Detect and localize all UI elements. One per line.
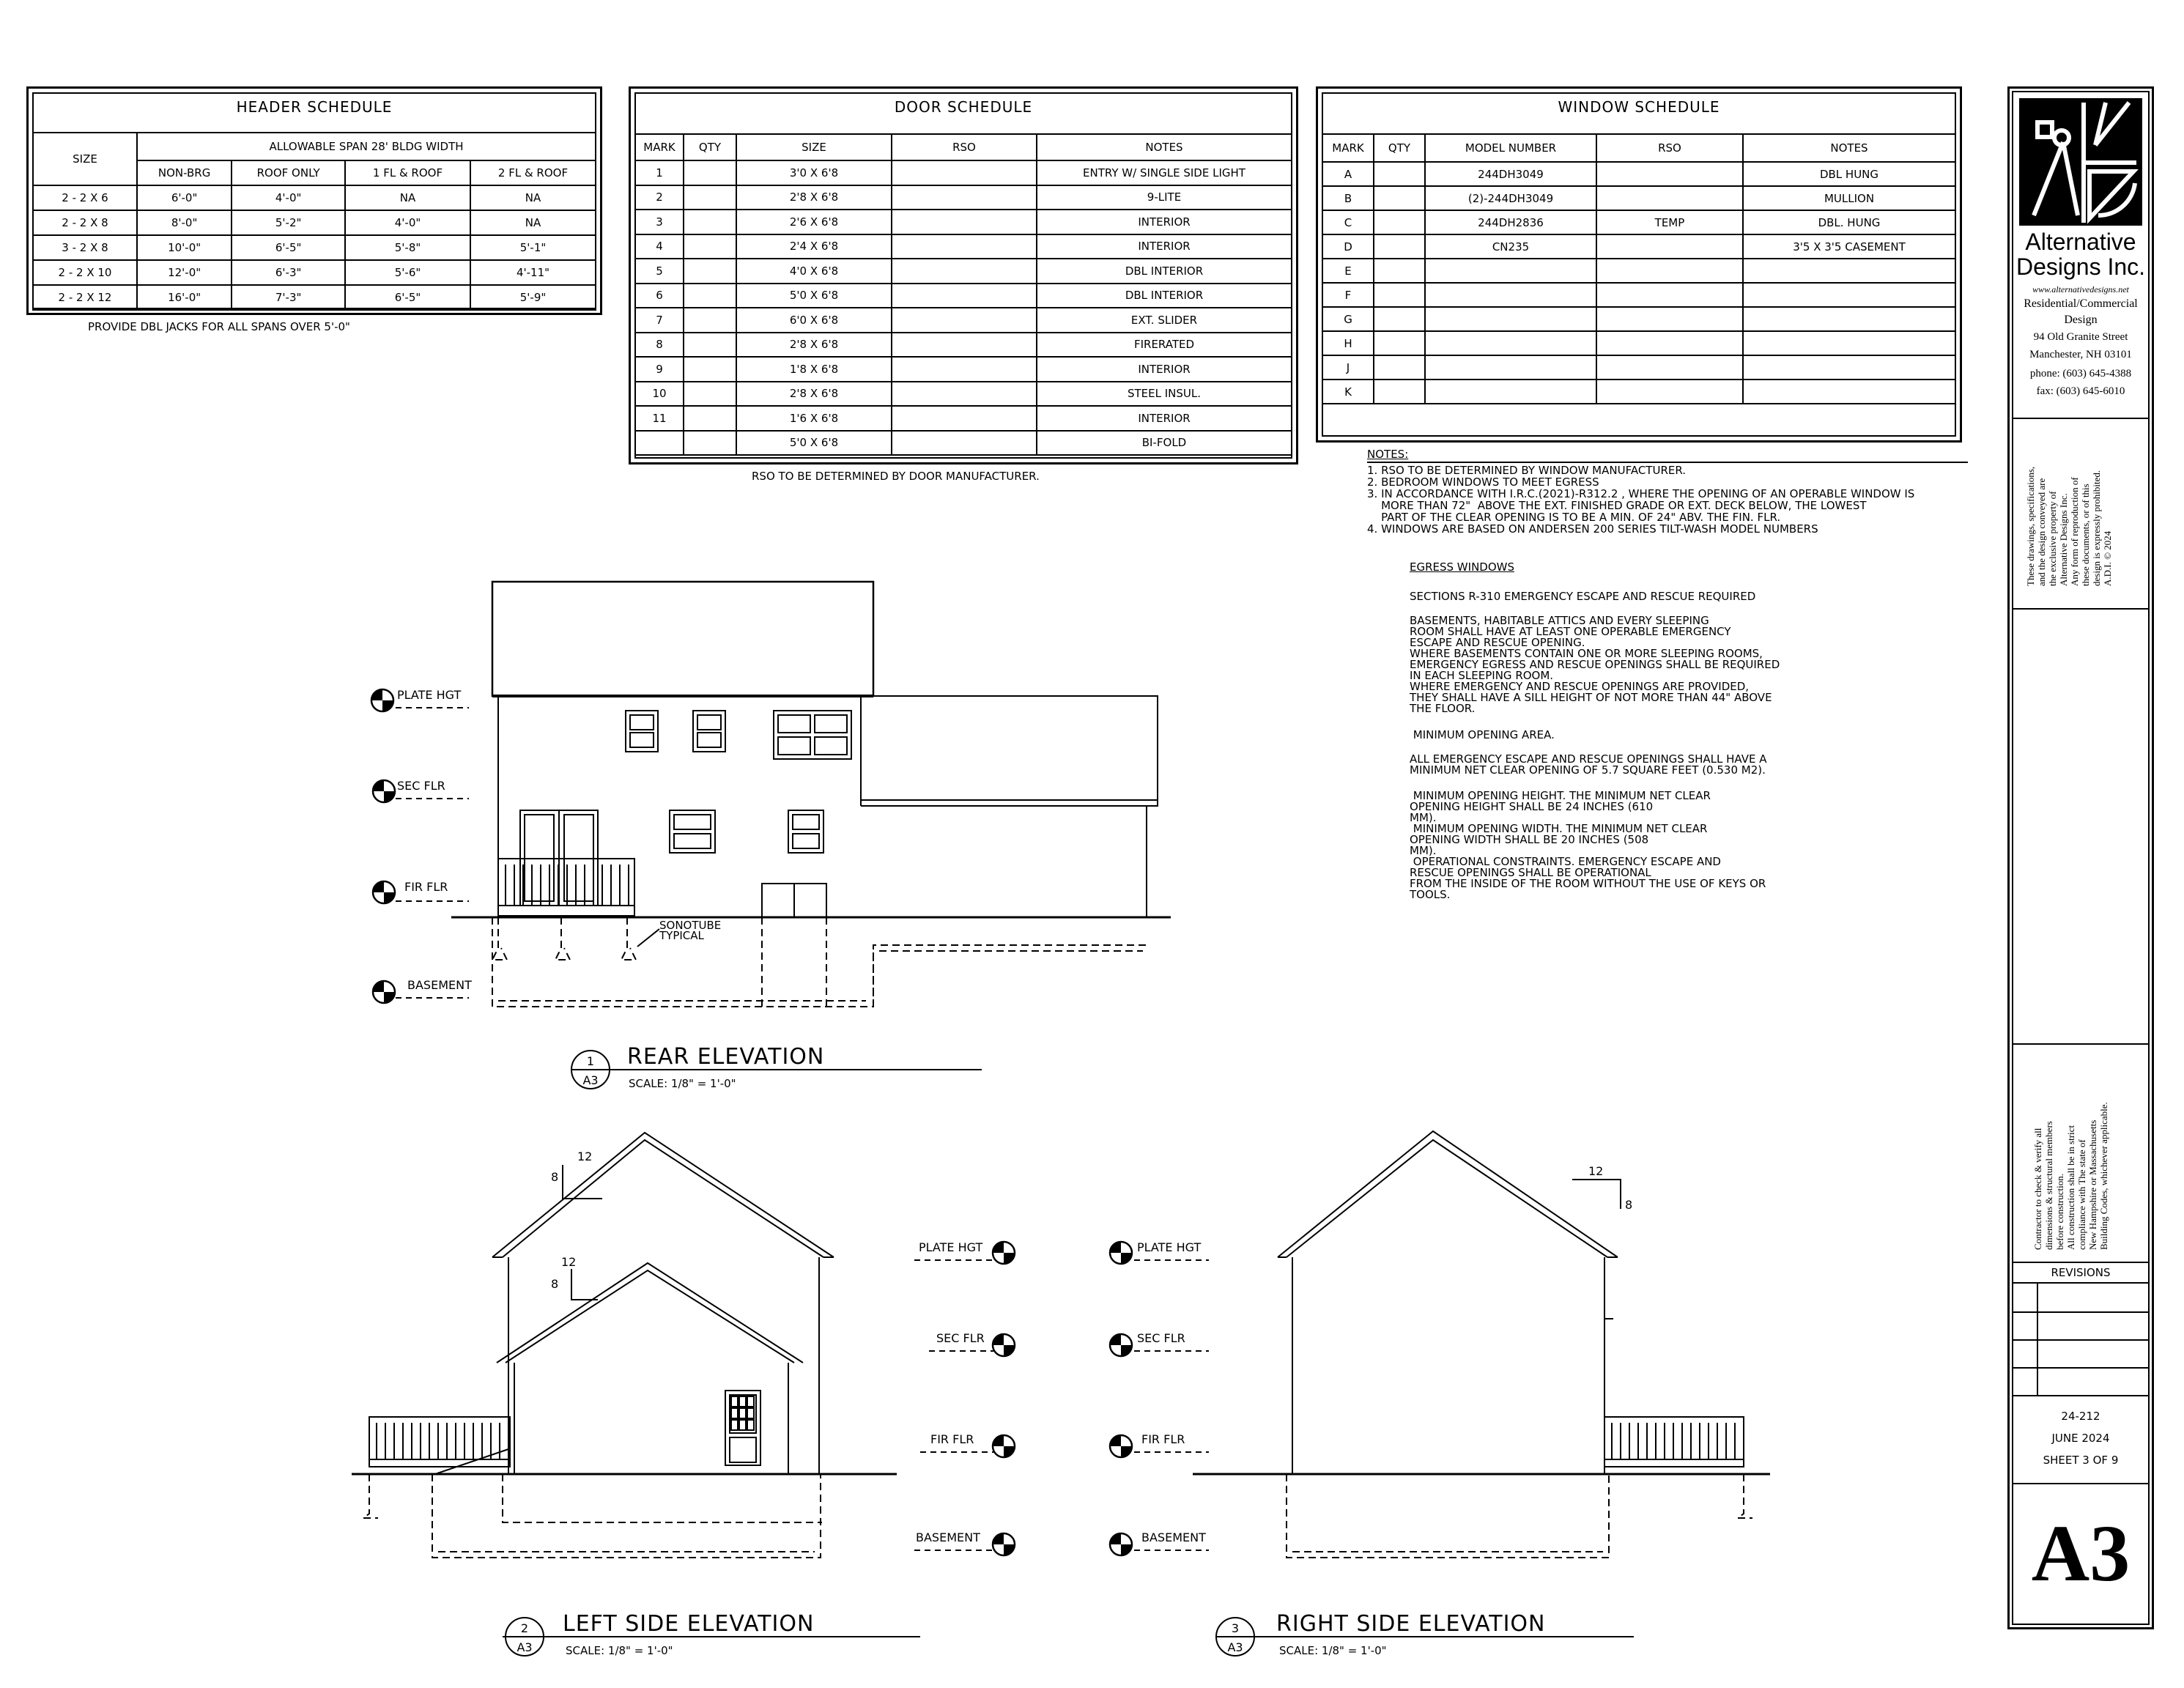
table-cell: 3 <box>635 210 684 234</box>
table-cell: 5'-8" <box>345 235 470 260</box>
table-cell: 8'-0" <box>137 210 232 235</box>
table-cell: FIRERATED <box>1037 333 1292 358</box>
table-cell: 9 <box>635 357 684 382</box>
table-cell: 4'-0" <box>232 185 345 210</box>
table-cell: NA <box>470 210 596 235</box>
table-cell: STEEL INSUL. <box>1037 382 1292 407</box>
table-cell: (2)-244DH3049 <box>1425 186 1596 210</box>
pitch-rise: 8 <box>1625 1198 1633 1212</box>
table-cell: DBL HUNG <box>1743 162 1955 186</box>
rear-title: REAR ELEVATION <box>627 1044 825 1070</box>
company-desc2: Design <box>2064 314 2098 326</box>
table-cell: 244DH2836 <box>1425 210 1596 234</box>
table-cell: E <box>1322 259 1374 283</box>
table-cell: J <box>1322 355 1374 380</box>
right-sheet: A3 <box>1227 1640 1243 1654</box>
header-schedule-title: HEADER SCHEDULE <box>236 98 393 116</box>
table-cell: 4'-11" <box>470 260 596 285</box>
col-qty: QTY <box>684 134 736 160</box>
table-cell: 6'0 X 6'8 <box>736 308 892 333</box>
copyright-note: These drawings, specifications, and the design conveyed are the exclusive property of Alternative Designs Inc. Any form of reproduction of these documents, or of this design is expressly prohibited. A.D.I. © 2024 <box>2025 466 2113 586</box>
door-schedule-title: DOOR SCHEDULE <box>894 98 1033 116</box>
door-lite <box>731 1396 738 1407</box>
company-name-line1: Alternative <box>2025 229 2136 255</box>
sheet-number: A3 <box>2031 1509 2131 1598</box>
table-cell: INTERIOR <box>1037 210 1292 234</box>
header-note: PROVIDE DBL JACKS FOR ALL SPANS OVER 5'-0" <box>88 320 350 333</box>
left-num: 2 <box>520 1621 529 1635</box>
subcol: NON-BRG <box>137 160 232 185</box>
table-cell: 9-LITE <box>1037 185 1292 210</box>
window-schedule-title: WINDOW SCHEDULE <box>1558 98 1720 116</box>
tb-divider <box>2012 1043 2150 1045</box>
table-cell: DBL INTERIOR <box>1037 259 1292 284</box>
level-label: FIR FLR <box>930 1432 974 1446</box>
note-item: 2. BEDROOM WINDOWS TO MEET EGRESS <box>1367 475 1599 489</box>
table-cell: 2 - 2 X 12 <box>33 285 137 310</box>
table-cell: D <box>1322 234 1374 259</box>
table-cell: 4'0 X 6'8 <box>736 259 892 284</box>
table-cell: 2'4 X 6'8 <box>736 234 892 259</box>
door-lite <box>747 1396 754 1407</box>
level-label: SEC FLR <box>397 779 445 793</box>
col-rso: RSO <box>892 134 1037 160</box>
table-cell: 2'8 X 6'8 <box>736 185 892 210</box>
level-label: BASEMENT <box>916 1530 980 1544</box>
contractor-note: Contractor to check & verify all dimensions & structural members before construction. All construction shall be in strict compliance with The state of New Hampshire or Massachusetts Building Codes, whichever applicable. <box>2032 1102 2109 1250</box>
table-cell: NA <box>470 185 596 210</box>
level-label: BASEMENT <box>1141 1530 1206 1544</box>
level-label: FIR FLR <box>404 880 448 894</box>
level-label: PLATE HGT <box>397 688 462 702</box>
sheet-date: JUNE 2024 <box>2051 1432 2110 1445</box>
rear-sheet: A3 <box>582 1073 599 1087</box>
egress-para: BASEMENTS, HABITABLE ATTICS AND EVERY SLEEPING ROOM SHALL HAVE AT LEAST ONE OPERABLE EMERGENCY ESCAPE AND RESCUE OPENING. WHERE BASEMENTS CONTAIN ONE OR MORE SLEEPING ROOMS, EMERGENCY EGRESS AND RESCUE OPENINGS SHALL BE REQUIRED IN EACH SLEEPING ROOM. WHERE EMERGENCY AND RESCUE OPENINGS ARE PROVIDED, THEY SHALL HAVE A SILL HEIGHT OF NOT MORE THAN 44" ABOVE THE FLOOR. <box>1410 614 1780 715</box>
table-cell: 6'-5" <box>345 285 470 310</box>
table-cell: INTERIOR <box>1037 406 1292 431</box>
table-cell: EXT. SLIDER <box>1037 308 1292 333</box>
table-cell: 5'-2" <box>232 210 345 235</box>
right-num: 3 <box>1231 1621 1240 1635</box>
table-cell: 4'-0" <box>345 210 470 235</box>
col-notes: NOTES <box>1743 134 1955 162</box>
rear-scale: SCALE: 1/8" = 1'-0" <box>629 1077 736 1090</box>
table-cell: MULLION <box>1743 186 1955 210</box>
egress-para: ALL EMERGENCY ESCAPE AND RESCUE OPENINGS SHALL HAVE A MINIMUM NET CLEAR OPENING OF 5.7 SQUARE FEET (0.530 M2). <box>1410 752 1767 777</box>
col-size: SIZE <box>736 134 892 160</box>
table-cell: 1'6 X 6'8 <box>736 406 892 431</box>
table-cell: DBL INTERIOR <box>1037 284 1292 308</box>
table-cell: 2 - 2 X 10 <box>33 260 137 285</box>
tb-divider <box>2012 1262 2150 1263</box>
col-model: MODEL NUMBER <box>1425 134 1596 162</box>
sonotube-line: SONOTUBE <box>659 919 722 932</box>
span-header: ALLOWABLE SPAN 28' BLDG WIDTH <box>137 133 596 160</box>
egress-para: MINIMUM OPENING AREA. <box>1410 728 1555 741</box>
door-lite <box>739 1396 746 1407</box>
right-elevation-drawing <box>1193 1131 1770 1558</box>
table-cell: 6'-5" <box>232 235 345 260</box>
table-cell: 2'8 X 6'8 <box>736 333 892 358</box>
sonotube-label <box>659 919 721 942</box>
table-cell: 10 <box>635 382 684 407</box>
door-lite <box>747 1408 754 1418</box>
sonotube-line: TYPICAL <box>659 929 704 942</box>
egress-para: MINIMUM OPENING HEIGHT. THE MINIMUM NET CLEAR OPENING HEIGHT SHALL BE 24 INCHES (610 MM). MINIMUM OPENING WIDTH. THE MINIMUM NET CLEAR OPENING WIDTH SHALL BE 20 INCHES (508 MM). OPERATIONAL CONSTRAINTS. EMERGENCY ESCAPE AND RESCUE OPENINGS SHALL BE OPERATIONAL FROM THE INSIDE OF THE ROOM WITHOUT THE USE OF KEYS OR TOOLS. <box>1410 789 1766 901</box>
table-cell: DBL. HUNG <box>1743 210 1955 234</box>
pitch-run: 12 <box>577 1150 593 1163</box>
subcol: ROOF ONLY <box>232 160 345 185</box>
rear-elevation-drawing <box>451 582 1171 1007</box>
table-cell: 1'8 X 6'8 <box>736 357 892 382</box>
company-phone: phone: (603) 645-4388 <box>2029 368 2132 380</box>
table-cell: 5'0 X 6'8 <box>736 431 892 456</box>
table-cell: 3'0 X 6'8 <box>736 160 892 185</box>
company-name-line2: Designs Inc. <box>2015 253 2146 280</box>
table-cell: G <box>1322 307 1374 331</box>
level-label: BASEMENT <box>407 978 472 992</box>
table-cell: 1 <box>635 160 684 185</box>
table-cell: TEMP <box>1596 210 1743 234</box>
revisions-label: REVISIONS <box>2051 1266 2111 1279</box>
table-cell: C <box>1322 210 1374 234</box>
table-cell: B <box>1322 186 1374 210</box>
subcol: 2 FL & ROOF <box>470 160 596 185</box>
col-rso: RSO <box>1596 134 1743 162</box>
company-address1: 94 Old Granite Street <box>2033 331 2128 343</box>
tb-divider <box>2012 418 2150 419</box>
table-cell: 3'5 X 3'5 CASEMENT <box>1743 234 1955 259</box>
job-number: 24-212 <box>2061 1410 2100 1423</box>
table-cell: 5'-9" <box>470 285 596 310</box>
rear-num: 1 <box>586 1054 595 1068</box>
note-item: 4. WINDOWS ARE BASED ON ANDERSEN 200 SERIES TILT-WASH MODEL NUMBERS <box>1367 522 1818 536</box>
table-cell: F <box>1322 283 1374 307</box>
table-cell: 11 <box>635 406 684 431</box>
level-label: SEC FLR <box>936 1331 985 1345</box>
revisions-table <box>2012 1282 2150 1396</box>
left-elevation-drawing <box>352 1133 897 1558</box>
table-cell: 4 <box>635 234 684 259</box>
company-website: www.alternativedesigns.net <box>2032 284 2129 295</box>
company-address2: Manchester, NH 03101 <box>2029 349 2132 360</box>
table-cell: 3 - 2 X 8 <box>33 235 137 260</box>
table-cell: CN235 <box>1425 234 1596 259</box>
pitch-run: 12 <box>1588 1164 1604 1178</box>
tb-divider <box>2012 608 2150 610</box>
table-cell: INTERIOR <box>1037 357 1292 382</box>
level-label: SEC FLR <box>1137 1331 1185 1345</box>
col-notes: NOTES <box>1037 134 1292 160</box>
subcol: 1 FL & ROOF <box>345 160 470 185</box>
table-cell: 6'-3" <box>232 260 345 285</box>
level-label: PLATE HGT <box>1137 1240 1202 1254</box>
col-mark: MARK <box>1322 134 1374 162</box>
table-cell: 2 - 2 X 8 <box>33 210 137 235</box>
note-item: 1. RSO TO BE DETERMINED BY WINDOW MANUFACTURER. <box>1367 464 1686 477</box>
note-item: 3. IN ACCORDANCE WITH I.R.C.(2021)-R312.2 , WHERE THE OPENING OF AN OPERABLE WINDOW IS MORE THAN 72" ABOVE THE EXT. FINISHED GRADE OR EXT. DECK BELOW, THE LOWEST PART OF THE CLEAR OPENING IS TO BE A MIN. OF 24" ABV. THE FIN. FLR. <box>1367 487 1915 524</box>
table-cell: H <box>1322 331 1374 355</box>
table-cell: 5'-1" <box>470 235 596 260</box>
egress-para: SECTIONS R-310 EMERGENCY ESCAPE AND RESCUE REQUIRED <box>1410 590 1756 603</box>
company-desc1: Residential/Commercial <box>2024 297 2138 310</box>
door-lite <box>739 1420 746 1430</box>
table-cell: K <box>1322 380 1374 404</box>
pitch-rise: 8 <box>551 1277 559 1291</box>
egress-heading: EGRESS WINDOWS <box>1410 560 1514 574</box>
col-mark: MARK <box>635 134 684 160</box>
table-cell: 2 <box>635 185 684 210</box>
table-cell: 244DH3049 <box>1425 162 1596 186</box>
door-lite <box>739 1408 746 1418</box>
table-cell: 2 - 2 X 6 <box>33 185 137 210</box>
table-cell: 2'6 X 6'8 <box>736 210 892 234</box>
company-logo <box>2019 98 2142 226</box>
door-lite <box>731 1408 738 1418</box>
left-title: LEFT SIDE ELEVATION <box>563 1611 815 1637</box>
door-lite <box>731 1420 738 1430</box>
table-cell: 5'-6" <box>345 260 470 285</box>
table-cell: 16'-0" <box>137 285 232 310</box>
table-cell: ENTRY W/ SINGLE SIDE LIGHT <box>1037 160 1292 185</box>
table-cell: 5'0 X 6'8 <box>736 284 892 308</box>
table-cell: 7 <box>635 308 684 333</box>
table-cell: 12'-0" <box>137 260 232 285</box>
left-sheet: A3 <box>517 1640 533 1654</box>
left-scale: SCALE: 1/8" = 1'-0" <box>566 1644 673 1657</box>
table-cell: 6'-0" <box>137 185 232 210</box>
table-cell: BI-FOLD <box>1037 431 1292 456</box>
notes-heading: NOTES: <box>1367 448 1409 461</box>
pitch-rise: 8 <box>551 1170 559 1184</box>
table-cell: NA <box>345 185 470 210</box>
door-lite <box>747 1420 754 1430</box>
table-cell: 2'8 X 6'8 <box>736 382 892 407</box>
table-cell: 8 <box>635 333 684 358</box>
table-cell: 5 <box>635 259 684 284</box>
tb-divider <box>2012 1483 2150 1484</box>
sheet-of: SHEET 3 OF 9 <box>2043 1454 2119 1467</box>
table-cell: 10'-0" <box>137 235 232 260</box>
right-scale: SCALE: 1/8" = 1'-0" <box>1279 1644 1387 1657</box>
right-title: RIGHT SIDE ELEVATION <box>1276 1611 1546 1637</box>
col-size: SIZE <box>33 133 137 185</box>
company-fax: fax: (603) 645-6010 <box>2036 385 2125 397</box>
level-label: FIR FLR <box>1141 1432 1185 1446</box>
level-label: PLATE HGT <box>919 1240 983 1254</box>
table-cell: 6 <box>635 284 684 308</box>
table-cell: INTERIOR <box>1037 234 1292 259</box>
table-cell: 7'-3" <box>232 285 345 310</box>
pitch-run: 12 <box>561 1255 577 1269</box>
col-qty: QTY <box>1374 134 1425 162</box>
table-cell: A <box>1322 162 1374 186</box>
door-note: RSO TO BE DETERMINED BY DOOR MANUFACTURER. <box>752 470 1040 483</box>
